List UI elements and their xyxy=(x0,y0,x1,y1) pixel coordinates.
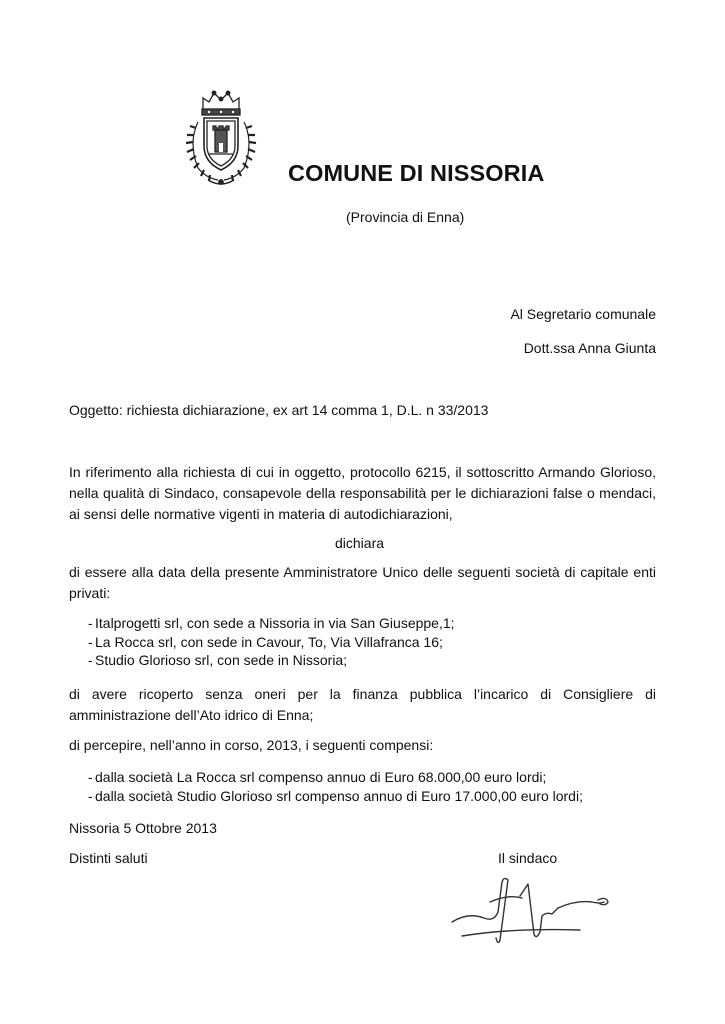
list-item-text: dalla società Studio Glorioso srl compenso annuo di Euro 17.000,00 euro lordi; xyxy=(95,787,583,804)
coat-of-arms-logo xyxy=(176,88,266,190)
subject-line: Oggetto: richiesta dichiarazione, ex art 14 comma 1, D.L. n 33/2013 xyxy=(69,402,489,418)
intro-paragraph: In riferimento alla richiesta di cui in oggetto, protocollo 6215, il sottoscritto Armando Glorioso, nella qualità di Sindaco, consapevole della responsabilità per le dichiarazioni false o mendaci, ai sensi delle normative vigenti in materia di autodichiarazioni, xyxy=(69,464,656,522)
list-item xyxy=(69,651,455,670)
list-item-text: La Rocca srl, con sede in Cavour, To, Via Villafranca 16; xyxy=(95,633,443,650)
paragraph-directorships: di essere alla data della presente Amministratore Unico delle seguenti società di capitale enti privati: xyxy=(69,564,656,601)
greeting: Distinti saluti xyxy=(69,850,148,866)
company-list xyxy=(69,614,455,670)
recipient-line-2: Dott.ssa Anna Giunta xyxy=(523,340,656,356)
bullet-dash: - xyxy=(88,633,93,650)
paragraph-compensation-intro: di percepire, nell’anno in corso, 2013, i seguenti compensi: xyxy=(69,737,434,753)
list-item-text: Italprogetti srl, con sede a Nissoria in via San Giuseppe,1; xyxy=(95,615,455,631)
recipient-line-1: Al Segretario comunale xyxy=(510,306,656,322)
list-item xyxy=(69,768,583,787)
bullet-dash: - xyxy=(88,615,93,631)
compensation-list xyxy=(69,768,583,805)
list-item xyxy=(69,633,455,652)
list-item-text: Studio Glorioso srl, con sede in Nissoria; xyxy=(95,652,348,668)
declares-heading: dichiara xyxy=(335,535,385,551)
list-item-text: dalla società La Rocca srl compenso annuo di Euro 68.000,00 euro lordi; xyxy=(95,769,547,785)
signature xyxy=(450,872,615,947)
list-item xyxy=(69,614,455,633)
list-item xyxy=(69,787,583,806)
bullet-dash: - xyxy=(88,787,93,804)
province-subtitle: (Provincia di Enna) xyxy=(346,209,465,225)
bullet-dash: - xyxy=(88,769,93,785)
signer-role: Il sindaco xyxy=(498,850,558,866)
date-line: Nissoria 5 Ottobre 2013 xyxy=(69,820,217,836)
bullet-dash: - xyxy=(88,652,93,668)
paragraph-board-role: di avere ricoperto senza oneri per la finanza pubblica l’incarico di Consigliere di amministrazione dell’Ato idrico di Enna; xyxy=(69,686,656,723)
page-title: COMUNE DI NISSORIA xyxy=(288,160,545,186)
